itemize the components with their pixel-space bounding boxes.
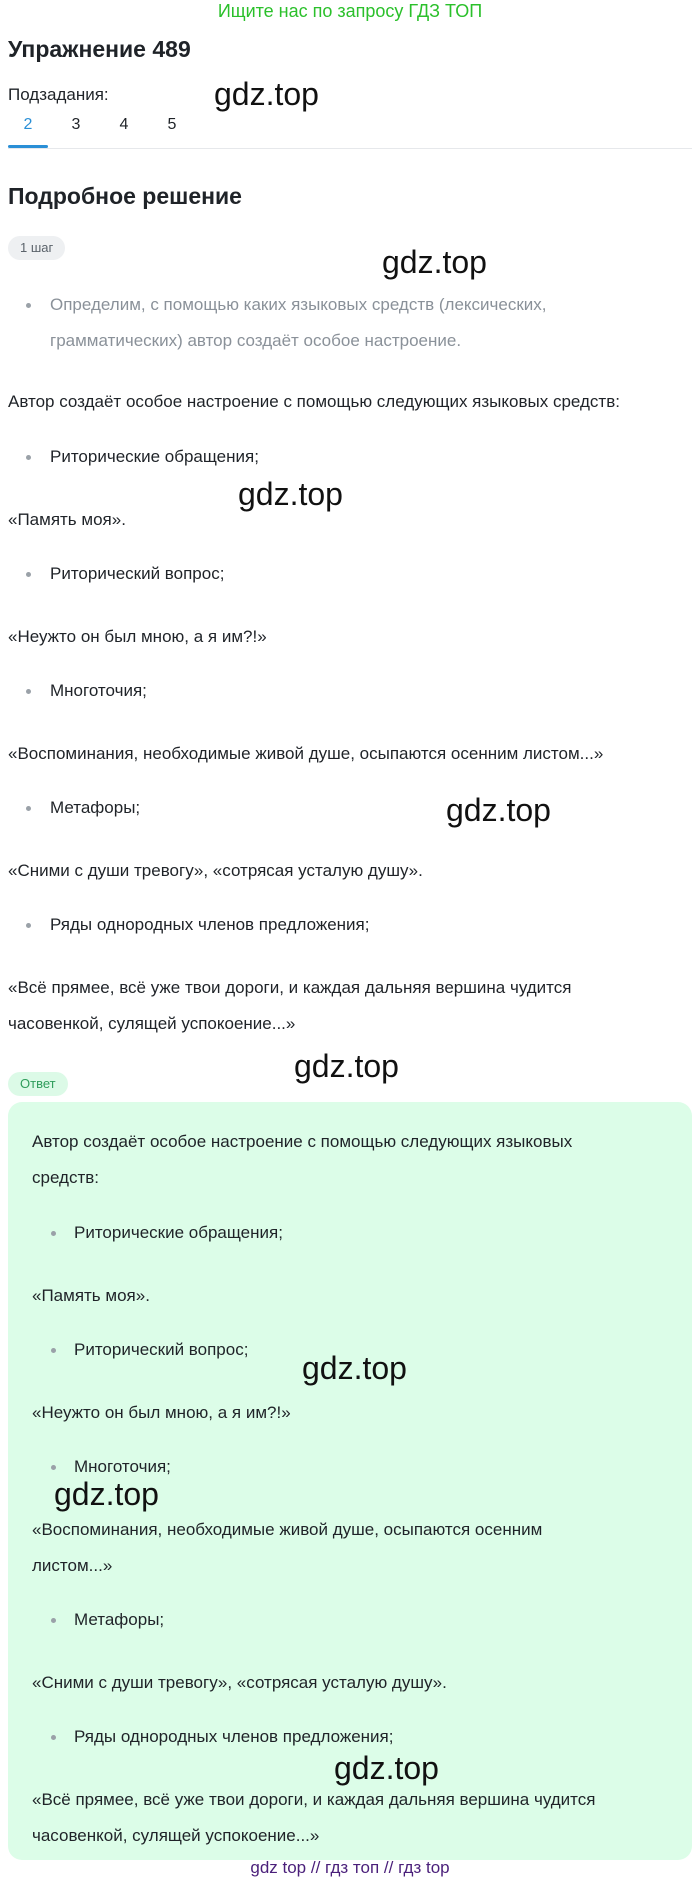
watermark: gdz.top — [238, 476, 343, 512]
answer-item-example-line-2: часовенкой, сулящей успокоение...» — [32, 1826, 320, 1845]
answer-item-bullet: Риторический вопрос; — [74, 1340, 249, 1359]
footer-links — [0, 1858, 700, 1882]
answer-intro-line-2: средств: — [32, 1168, 99, 1187]
solution-item-bullet: Риторический вопрос; — [50, 564, 225, 583]
solution-intro: Автор создаёт особое настроение с помощью следующих языковых средств: — [8, 392, 620, 411]
footer-link-gdz-top-ru[interactable]: гдз топ — [325, 1858, 380, 1877]
answer-item-example: «Неужто он был мною, а я им?!» — [32, 1403, 291, 1422]
step-description-line-1: Определим, с помощью каких языковых средств (лексических, — [50, 295, 547, 314]
top-banner: Ищите нас по запросу ГДЗ ТОП — [217, 1, 483, 21]
bullet-marker — [51, 1465, 56, 1470]
answer-intro-line-1: Автор создаёт особое настроение с помощью следующих языковых — [32, 1132, 573, 1151]
answer-item-bullet: Риторические обращения; — [74, 1223, 283, 1242]
answer-item-example-line-2: листом...» — [32, 1556, 113, 1575]
answer-item-example: «Память моя». — [32, 1286, 150, 1305]
solution-item-example: «Сними с души тревогу», «сотрясая усталую душу». — [8, 861, 423, 880]
solution-item-example: «Неужто он был мною, а я им?!» — [8, 627, 267, 646]
solution-item-bullet: Метафоры; — [50, 798, 141, 817]
solution-title: Подробное решение — [8, 183, 242, 209]
page-title: Упражнение 489 — [8, 36, 191, 62]
watermark: gdz.top — [54, 1476, 159, 1512]
bullet-marker — [26, 806, 31, 811]
solution-item-bullet: Многоточия; — [50, 681, 147, 700]
footer-link-gdz-top[interactable]: gdz top — [250, 1858, 307, 1877]
watermark: gdz.top — [294, 1048, 399, 1084]
answer-item-bullet: Ряды однородных членов предложения; — [74, 1727, 394, 1746]
tab-subtask-3[interactable]: 3 — [71, 116, 81, 133]
solution-item-bullet: Риторические обращения; — [50, 447, 259, 466]
watermark: gdz.top — [214, 76, 319, 112]
bullet-marker — [51, 1735, 56, 1740]
solution-item-example: «Память моя». — [8, 510, 126, 529]
watermark: gdz.top — [446, 792, 551, 828]
answer-item-example-line-1: «Всё прямее, всё уже твои дороги, и каждая дальняя вершина чудится — [32, 1790, 596, 1809]
subtask-tabs — [8, 112, 692, 149]
solution-item-example: «Воспоминания, необходимые живой душе, осыпаются осенним листом...» — [8, 744, 604, 763]
answer-item-bullet: Метафоры; — [74, 1610, 165, 1629]
answer-item-example-line-1: «Воспоминания, необходимые живой душе, осыпаются осенним — [32, 1520, 543, 1539]
solution-item-example-line-2: часовенкой, сулящей успокоение...» — [8, 1014, 296, 1033]
watermark: gdz.top — [382, 244, 487, 280]
answer-item-example: «Сними с души тревогу», «сотрясая усталую душу». — [32, 1673, 447, 1692]
bullet-marker — [26, 572, 31, 577]
bullet-marker — [51, 1618, 56, 1623]
bullet-marker — [51, 1348, 56, 1353]
bullet-marker — [26, 303, 31, 308]
footer-separator: // — [310, 1858, 321, 1877]
watermark: gdz.top — [302, 1350, 407, 1386]
bullet-marker — [26, 923, 31, 928]
answer-item-bullet: Многоточия; — [74, 1457, 171, 1476]
tab-subtask-2[interactable]: 2 — [23, 116, 33, 133]
answer-badge: Ответ — [8, 1072, 68, 1096]
bullet-marker — [26, 455, 31, 460]
watermark: gdz.top — [334, 1750, 439, 1786]
solution-item-bullet: Ряды однородных членов предложения; — [50, 915, 370, 934]
solution-item-example-line-1: «Всё прямее, всё уже твои дороги, и каждая дальняя вершина чудится — [8, 978, 572, 997]
footer-separator: // — [383, 1858, 394, 1877]
subtasks-label: Подзадания: — [8, 85, 109, 104]
step-badge: 1 шаг — [8, 236, 65, 260]
step-description-line-2: грамматических) автор создаёт особое настроение. — [50, 331, 462, 350]
footer-link-gdz-top-mixed[interactable]: гдз top — [398, 1858, 450, 1877]
tab-subtask-5[interactable]: 5 — [167, 116, 177, 133]
active-tab-indicator — [8, 145, 48, 148]
bullet-marker — [26, 689, 31, 694]
bullet-marker — [51, 1231, 56, 1236]
tab-subtask-4[interactable]: 4 — [119, 116, 129, 133]
